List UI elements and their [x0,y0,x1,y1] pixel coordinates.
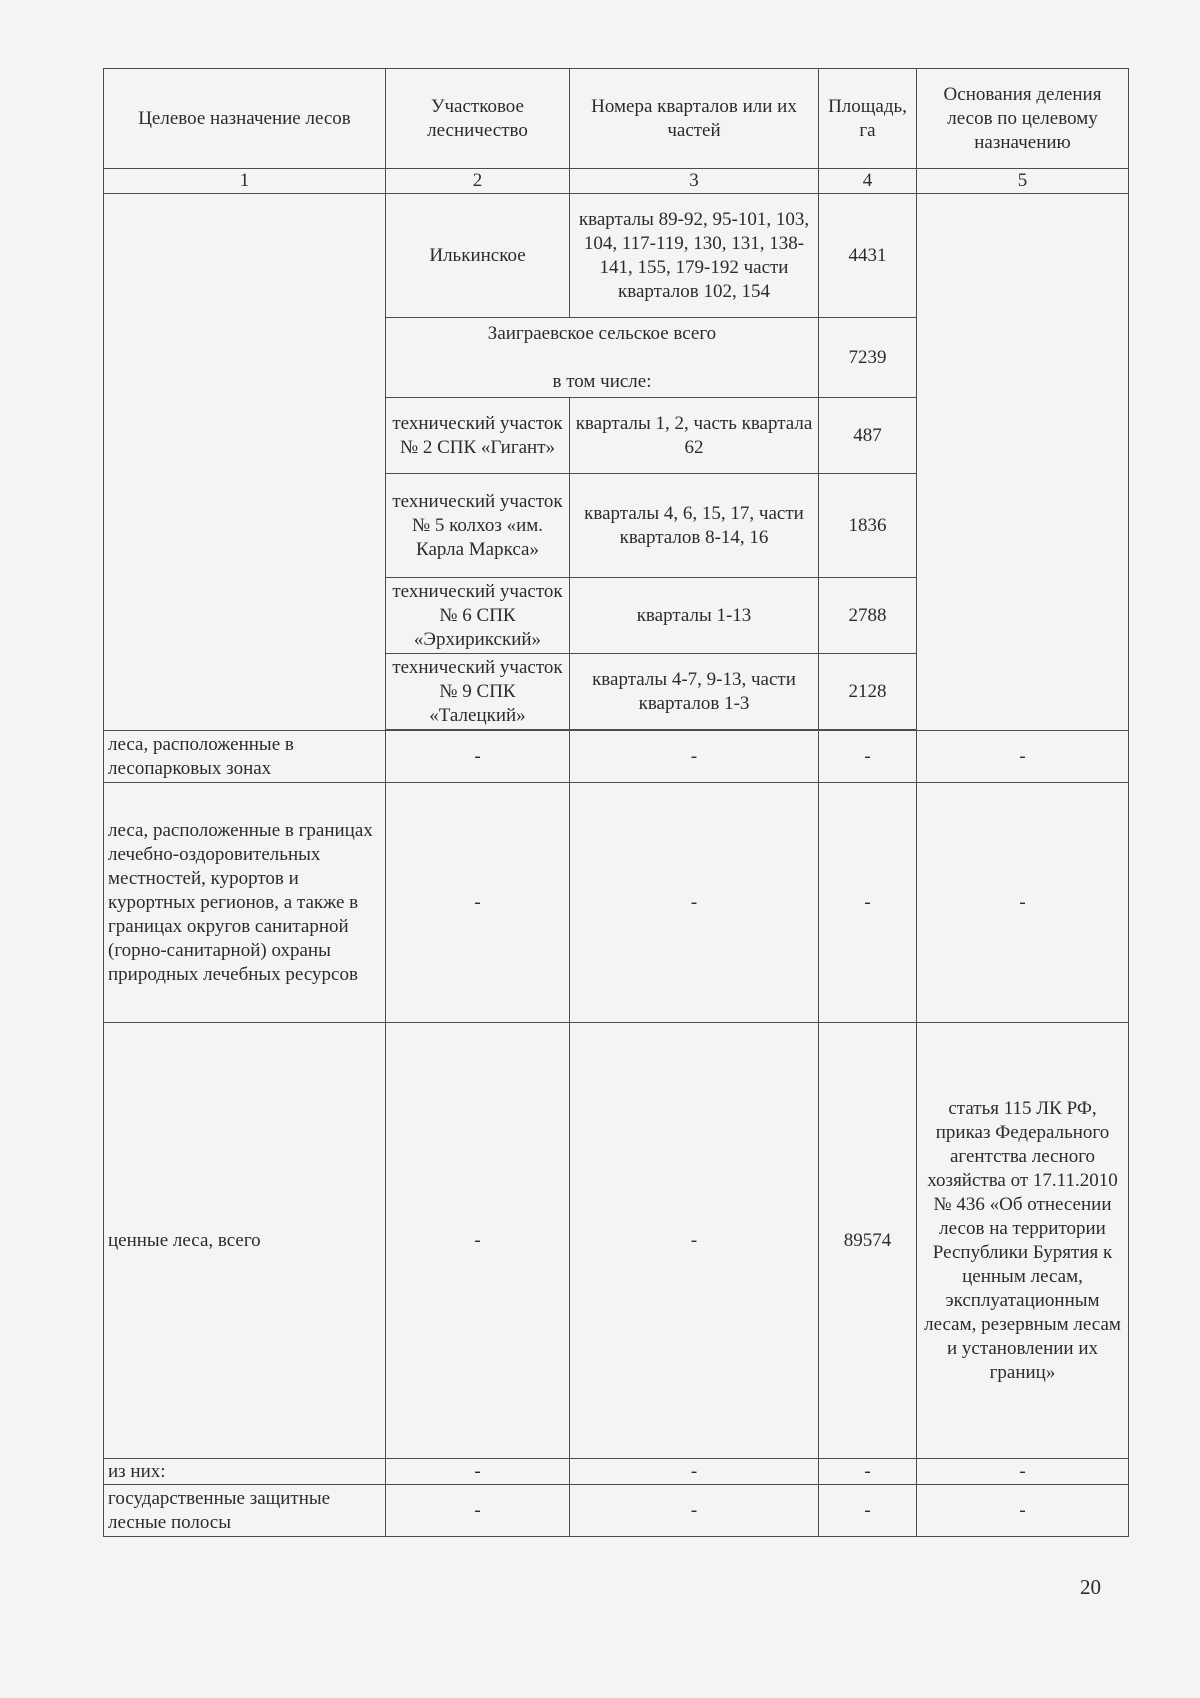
column-number: 3 [570,169,819,194]
kvartaly-cell: - [570,1023,819,1459]
basis-cell: статья 115 ЛК РФ, приказ Федерального агентства лесного хозяйства от 17.11.2010 № 436 «Об отнесении лесов на территории Республики Бурятия к ценным лесам, эксплуатационным лесам, резервным лесам и установлении их границ» [917,1023,1129,1459]
lesnichestvo-cell: - [386,783,570,1023]
purpose-continuation-cell [104,194,386,731]
table-row [104,1023,1129,1459]
area-cell: - [819,783,917,1023]
kvartaly-cell: - [570,1485,819,1537]
table-row [104,731,1129,783]
kvartaly-cell: - [570,1459,819,1485]
header-lesnichestvo: Участковое лесничество [386,69,570,169]
area-cell: 2788 [819,578,917,654]
lesnichestvo-cell: - [386,731,570,783]
table-row [104,1459,1129,1485]
kvartaly-cell: кварталы 1, 2, часть квартала 62 [570,398,819,474]
area-cell: 89574 [819,1023,917,1459]
tech-plot-name: технический участок № 9 СПК «Талецкий» [386,654,570,730]
page-number: 20 [1080,1575,1101,1599]
tech-plot-name: технический участок № 6 СПК «Эрхирикский» [386,578,570,654]
area-cell: 487 [819,398,917,474]
area-cell: - [819,1485,917,1537]
purpose-cell: леса, расположенные в лесопарковых зонах [104,731,386,783]
tech-plot-name: технический участок № 5 колхоз «им. Карла Маркса» [386,474,570,578]
lesnichestvo-cell: - [386,1023,570,1459]
column-number: 4 [819,169,917,194]
forest-purpose-table [103,68,1129,1537]
column-number: 5 [917,169,1129,194]
area-cell: 4431 [819,194,917,318]
kvartaly-cell: кварталы 4-7, 9-13, части кварталов 1-3 [570,654,819,730]
kvartaly-cell: кварталы 4, 6, 15, 17, части кварталов 8-14, 16 [570,474,819,578]
header-kvartaly: Номера кварталов или их частей [570,69,819,169]
column-number-row [104,169,1129,194]
area-cell: - [819,1459,917,1485]
area-cell: 1836 [819,474,917,578]
zaigraevskoe-label: Заиграевское сельское всего [487,322,717,344]
basis-cell: - [917,1459,1129,1485]
header-row [104,69,1129,169]
area-cell: 2128 [819,654,917,730]
area-cell: - [819,731,917,783]
area-cell: 7239 [819,318,917,398]
ilkinskoe-row [104,194,1129,318]
zaigraevskoe-sublabel: в том числе: [552,370,652,392]
basis-continuation-cell [917,194,1129,731]
lesnichestvo-cell: - [386,1459,570,1485]
header-purpose: Целевое назначение лесов [104,69,386,169]
basis-cell: - [917,731,1129,783]
purpose-cell: из них: [104,1459,386,1485]
table-row [104,1485,1129,1537]
kvartaly-cell: - [570,783,819,1023]
header-basis: Основания деления лесов по целевому назначению [917,69,1129,169]
column-number: 2 [386,169,570,194]
header-area: Площадь, га [819,69,917,169]
purpose-cell: леса, расположенные в границах лечебно-оздоровительных местностей, курортов и курортных регионов, а также в границах округов санитарной (горно-санитарной) охраны природных лечебных ресурсов [104,783,386,1023]
column-number: 1 [104,169,386,194]
tech-plot-name: технический участок № 2 СПК «Гигант» [386,398,570,474]
kvartaly-cell: кварталы 89-92, 95-101, 103, 104, 117-119, 130, 131, 138-141, 155, 179-192 части кварталов 102, 154 [570,194,819,318]
lesnichestvo-name: Илькинское [386,194,570,318]
lesnichestvo-cell: - [386,1485,570,1537]
kvartaly-cell: - [570,731,819,783]
basis-cell: - [917,1485,1129,1537]
purpose-cell: государственные защитные лесные полосы [104,1485,386,1537]
purpose-cell: ценные леса, всего [104,1023,386,1459]
kvartaly-cell: кварталы 1-13 [570,578,819,654]
zaigraevskoe-label-cell [386,318,819,398]
table-row [104,783,1129,1023]
basis-cell: - [917,783,1129,1023]
